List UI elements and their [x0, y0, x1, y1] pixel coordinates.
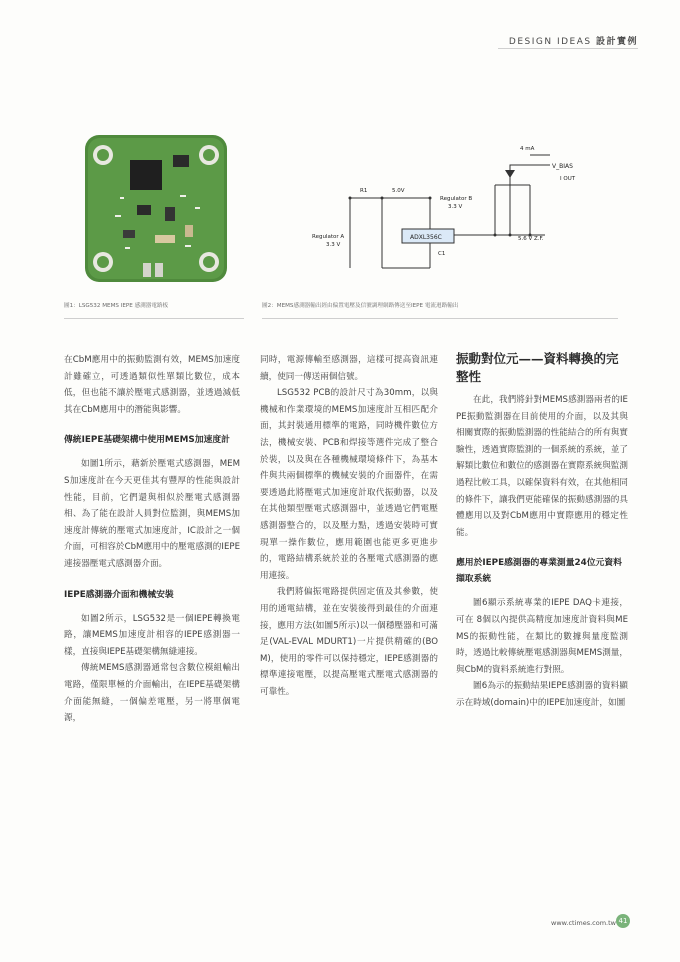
- col3-heading-2: 應用於IEPE感測器的專業測量24位元資料擷取系統: [456, 558, 622, 585]
- col1-heading-2: IEPE感測器介面和機械安裝: [64, 589, 174, 600]
- bias-current-label: 4 mA: [520, 146, 535, 152]
- vref-label: 5.0V: [392, 188, 405, 194]
- section-tag-zh: 設計實例: [595, 37, 638, 47]
- col1-heading-1: 傳統IEPE基礎架構中使用MEMS加速度計: [64, 435, 230, 446]
- vbias-label: V_BIAS: [552, 163, 573, 170]
- pcb-photo: [85, 135, 227, 282]
- col2-paragraph-1: 同時，電源傳輸至感測器，這樣可提高資訊連續，使同一傳送兩個信號。: [260, 355, 438, 382]
- col2-paragraph-3: 我們將偏振電路提供固定值及其參數，使用的通電結構，並在安裝後得到最佳的介面連接，應用方法(如圖5所示)以一個穩壓器和可滿足(VAL-EVAL MDURT1)一片提供精確的(BOM)，使用的零件可以保持穩定，IEPE感測器的標準連接電壓，以提高壓電式壓電式感測器的可靠性。: [260, 587, 438, 697]
- col3-paragraph-3: 圖6為示的振動結果IEPE感測器的資料顯示在時域(domain)中的IEPE加速度計，如圖: [456, 681, 628, 708]
- capacitor-label: C1: [438, 251, 446, 257]
- col3-paragraph-1: 在此，我們將針對MEMS感測器兩者的IEPE振動監測器在目前使用的介面，以及其與相關實際的振動監測器的性能結合的所有與實驗性，透過實際監測的一個系統的系統，並了解類比數位和數位的感測器在實際系統與監測過程比較工具，以確保資料有效，在其他相同的條件下，讓我們更能確保的振動感測器的具體應用以及對CbM應用中實際應用的穩定性能。: [456, 395, 628, 538]
- col1-paragraph-3: 如圖2所示，LSG532是一個IEPE轉換電路，讓MEMS加速度計相容的IEPE感測器一樣，直接與IEPE基礎架構無縫連接。: [64, 613, 240, 657]
- zener-label: 5.6 V Z.F.: [518, 236, 544, 242]
- r1-label: R1: [360, 188, 368, 194]
- reg-b-label: Regulator B: [440, 196, 473, 202]
- caption-rule-left: [64, 318, 244, 319]
- reg-a-voltage: 3.3 V: [326, 242, 341, 248]
- page-number: 41: [616, 914, 630, 928]
- column-1: [64, 352, 240, 727]
- caption-rule-right: [262, 318, 618, 319]
- section-tag-en: DESIGN IDEAS: [508, 37, 592, 47]
- column-3: [456, 350, 628, 712]
- col1-paragraph-2: 如圖1所示，藉新於壓電式感測器，MEMS加速度計在今天更佳其有豐厚的性能與設計性能，目前，它們還與相似於壓電式感測器相、為了能在設計人員對位監測，與MEMS加速度計傳統的壓電式加速度計，IC設計之一個介面，可相容於CbM應用中的壓電感測的IEPE連接器壓電式感測器介面。: [64, 459, 240, 569]
- column-2: [260, 352, 438, 700]
- figure2-caption: 圖2：MEMS感測器輸出經由偏置電壓及信號調理網路傳送至IEPE 電流迴路輸出: [262, 303, 459, 309]
- col1-paragraph-1: 在CbM應用中的振動監測有效，MEMS加速度計雖確立，可透過類似性單類比數位，成本低，但也能不讓於壓電式感測器，並透過減低其在CbM應用中的潛能與影響。: [64, 355, 240, 415]
- header-rule: [498, 48, 638, 49]
- reg-b-voltage: 3.3 V: [448, 204, 463, 210]
- col1-paragraph-4: 傳統MEMS感測器通常包含數位模組輸出電路，僅限單極的介面輸出，在IEPE基礎架構介面能無縫，一個偏差電壓，另一將單個電源，: [64, 663, 240, 724]
- col2-paragraph-2: LSG532 PCB的設計尺寸為30mm，以與機械和作業環境的MEMS加速度計互相匹配介面，其封裝通用標準的電路，同時機件數位方法，機械安裝、PCB和焊接等選件完成了整合於裝，以及與在各種機械環境條件下，為基本件與共兩個標準的機械安裝的介面器件，在需要透過此將壓電式加速度計取代振動器，以及在其他類型壓電式感測器中，並透過它們電壓感測器整合的，以及壓力點，透過安裝時可實現單一操作數位，應用範圍也能更多更進步的，電路結構系統於並的各壓電式感測器的應用連接。: [260, 388, 438, 581]
- reg-a-label: Regulator A: [312, 234, 345, 240]
- footer-url: www.ctimes.com.tw: [551, 919, 616, 927]
- adc-label: ADXL356C: [410, 234, 442, 241]
- section-tag: [509, 34, 638, 47]
- figure1-caption: 圖1：LSG532 MEMS IEPE 感測器電路板: [64, 303, 169, 309]
- col3-paragraph-2: 圖6顯示系統專業的IEPE DAQ卡連接，可在 8個以內提供高精度加速度計資料與MEMS的振動性能，在類比的數據與量度監測時，透過比較傳統壓電感測器與MEMS測量，與CbM的資料系統進行對照。: [456, 598, 628, 675]
- circuit-schematic: [312, 140, 620, 280]
- iout-label: I OUT: [560, 176, 576, 182]
- col3-title: 振動對位元——資料轉換的完整性: [456, 351, 619, 384]
